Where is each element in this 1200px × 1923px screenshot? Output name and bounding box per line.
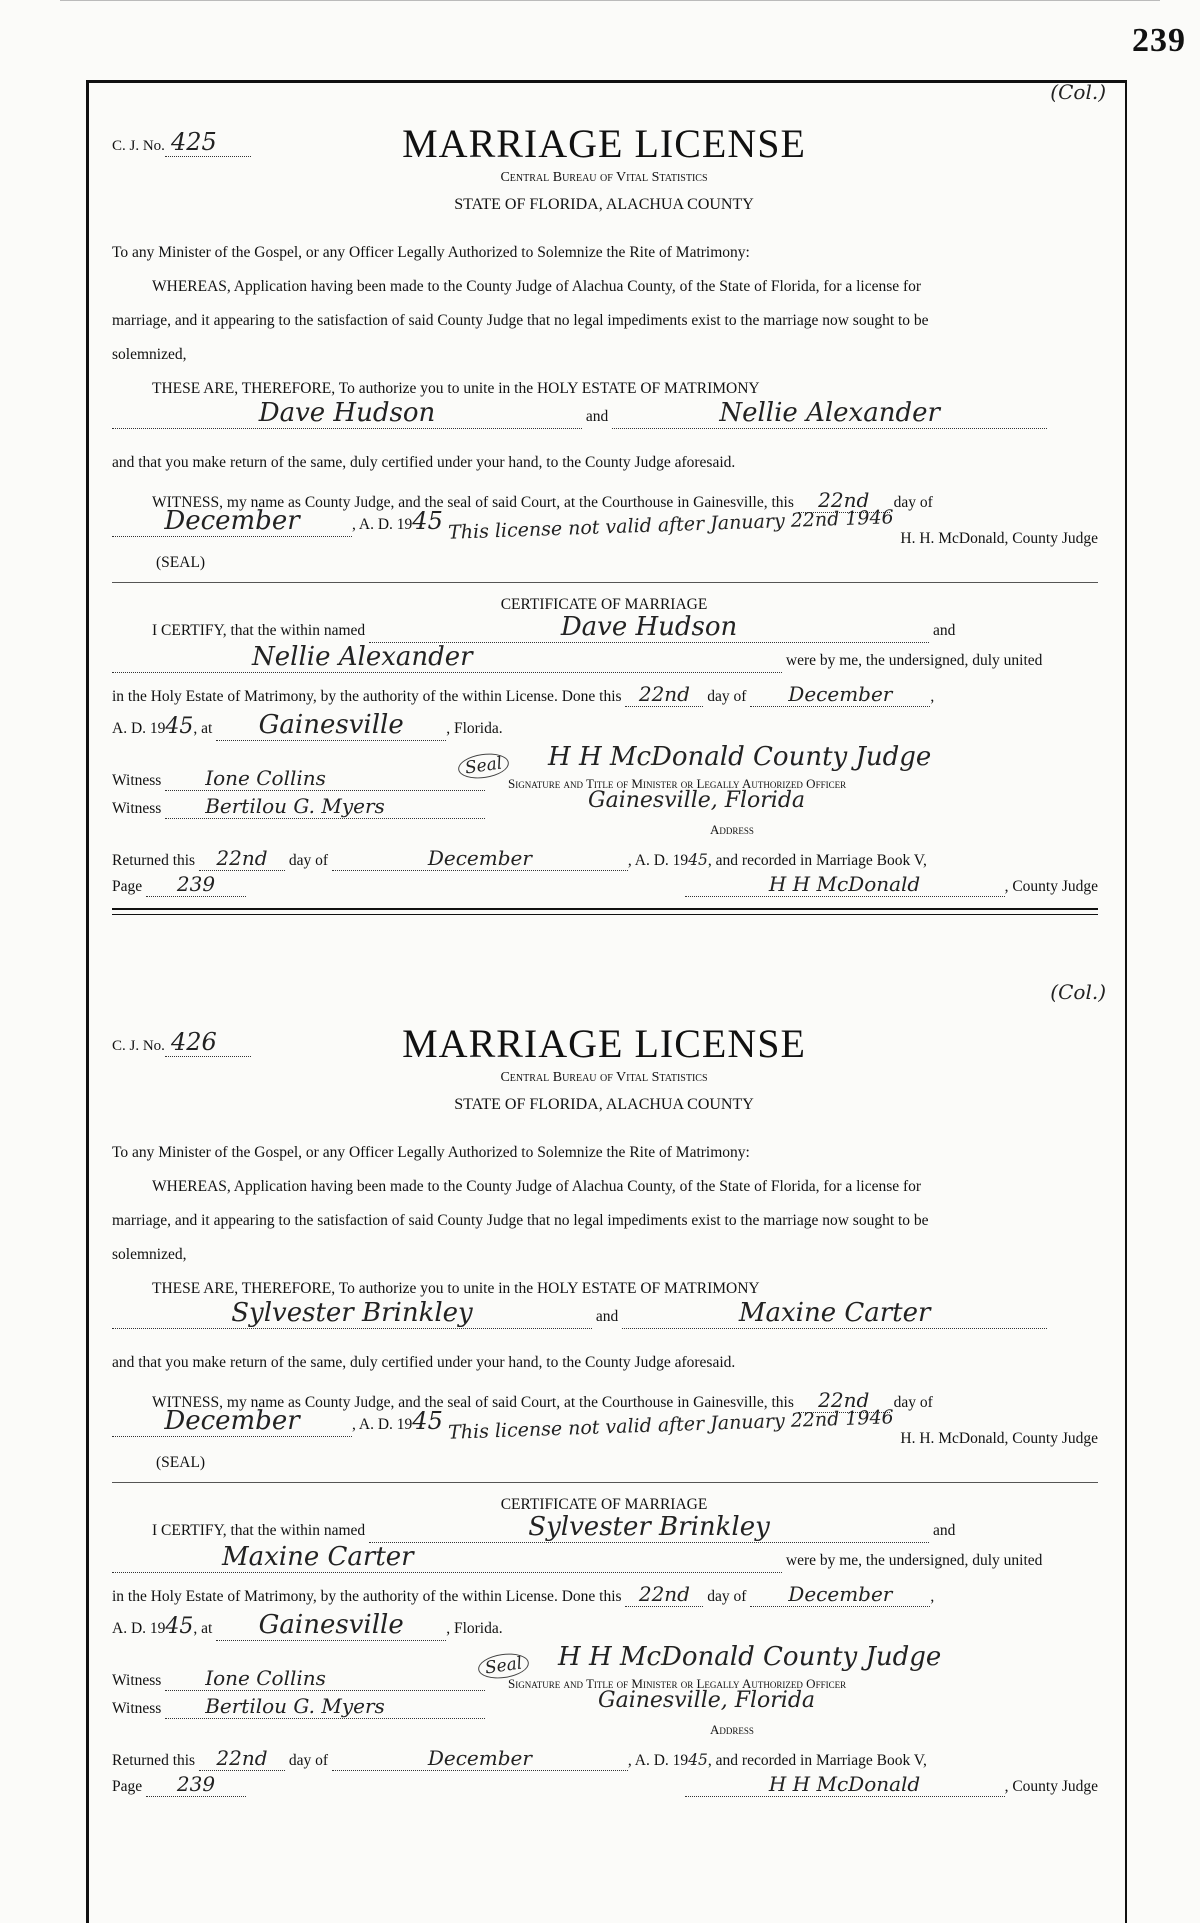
witness-2-name: Bertilou G. Myers (205, 794, 385, 818)
state-county: STATE OF FLORIDA, ALACHUA COUNTY (454, 1096, 754, 1113)
ad-label: , A. D. 19 (352, 1416, 413, 1433)
cj-label: C. J. No. (112, 1038, 165, 1054)
cert-groom: Sylvester Brinkley (528, 1512, 770, 1542)
cert-bride-line (112, 1542, 1098, 1573)
returned-year: 45 (688, 1751, 708, 1769)
book-page: 239 (176, 872, 216, 896)
at-label: , at (193, 1620, 213, 1637)
were-united-label: were by me, the undersigned, duly united (785, 1552, 1043, 1569)
certify-label: I CERTIFY, that the within named (152, 622, 366, 639)
officer-address: Gainesville, Florida (588, 788, 806, 813)
license-month: December (164, 1406, 300, 1436)
place-line (112, 1610, 1098, 1641)
whereas-line-3: solemnized, (112, 1246, 187, 1263)
cj-value: 426 (165, 1028, 251, 1057)
certificate-title: CERTIFICATE OF MARRIAGE (500, 596, 708, 613)
state-county: STATE OF FLORIDA, ALACHUA COUNTY (454, 196, 754, 213)
whereas-line-1: WHEREAS, Application having been made to the County Judge of Alachua County, of the State of Florida, for a license for (152, 278, 922, 295)
returned-month: December (427, 846, 532, 870)
returned-line (112, 846, 1098, 871)
holy-estate-line: in the Holy Estate of Matrimony, by the authority of the within License. Done this 22nd day of December , (112, 682, 935, 706)
marriage-place: Gainesville (258, 1610, 404, 1640)
license-year: 45 (412, 1407, 443, 1435)
county-judge-label: , County Judge (1004, 1778, 1098, 1795)
address-caption: Address (710, 1722, 754, 1737)
holy-estate-label: in the Holy Estate of Matrimony, by the authority of the within License. Done this (112, 1588, 622, 1605)
whereas-line-3: solemnized, (112, 346, 187, 363)
recorded-label: , and recorded in Marriage Book V, (707, 1752, 927, 1769)
seal-label: (SEAL) (156, 554, 206, 571)
returned-month: December (427, 1746, 532, 1770)
certify-line (112, 612, 1098, 643)
therefore-line: THESE ARE, THEREFORE, To authorize you to unite in the HOLY ESTATE OF MATRIMONY (152, 380, 760, 397)
returned-year: 45 (688, 851, 708, 869)
validity-note: This license not valid after January 22nd 1946 (447, 1406, 895, 1444)
section-divider (112, 1482, 1098, 1483)
returned-day: 22nd (216, 1746, 268, 1770)
day-of-label: day of (288, 852, 329, 869)
day-of-label: day of (707, 1588, 747, 1605)
whereas-line-1: WHEREAS, Application having been made to the County Judge of Alachua County, of the State of Florida, for a license for (152, 1178, 922, 1195)
recorder-line (508, 872, 1098, 897)
return-line: and that you make return of the same, duly certified under your hand, to the County Judge aforesaid. (112, 454, 736, 471)
col-mark: (Col.) (1050, 980, 1106, 1004)
recorded-label: , and recorded in Marriage Book V, (707, 852, 927, 869)
section-divider (112, 582, 1098, 583)
witness-2-line (112, 1694, 502, 1719)
day-of-label: day of (288, 1752, 329, 1769)
certificate-title: CERTIFICATE OF MARRIAGE (500, 1496, 708, 1513)
names-line (112, 1298, 1098, 1329)
license-day: 22nd (818, 1388, 870, 1412)
and-label: and (932, 622, 956, 639)
officer-signature: H H McDonald County Judge (558, 1642, 942, 1672)
license-day: 22nd (818, 488, 870, 512)
witness-1-name: Ione Collins (205, 1666, 326, 1690)
whereas-line-2: marriage, and it appearing to the satisfaction of said County Judge that no legal impediments exist to the marriage now sought to be (112, 312, 929, 329)
ad-label: , A. D. 19 (627, 1752, 689, 1769)
witness-1-line (112, 766, 502, 791)
names-line (112, 398, 1098, 429)
validity-note: This license not valid after January 22nd 1946 (447, 506, 895, 544)
license-title: MARRIAGE LICENSE (402, 1021, 806, 1066)
witness-1-name: Ione Collins (205, 766, 326, 790)
cert-bride-line (112, 642, 1098, 673)
cert-bride: Nellie Alexander (252, 642, 473, 672)
county-judge-printed: H. H. McDonald, County Judge (900, 530, 1098, 547)
address-caption: Address (710, 822, 754, 837)
seal-label: (SEAL) (156, 1454, 206, 1471)
certify-label: I CERTIFY, that the within named (152, 1522, 366, 1539)
license-divider (112, 908, 1098, 915)
county-judge-label: , County Judge (1004, 878, 1098, 895)
were-united-label: were by me, the undersigned, duly united (785, 652, 1043, 669)
holy-estate-label: in the Holy Estate of Matrimony, by the authority of the within License. Done this (112, 688, 622, 705)
address-line: To any Minister of the Gospel, or any Officer Legally Authorized to Solemnize the Rite of Matrimony: (112, 1144, 750, 1161)
license-title: MARRIAGE LICENSE (402, 121, 806, 166)
married-year: 45 (165, 714, 194, 739)
witness-label: Witness (112, 800, 162, 817)
bureau-name: Central Bureau of Vital Statistics (500, 1070, 708, 1085)
therefore-line: THESE ARE, THEREFORE, To authorize you to unite in the HOLY ESTATE OF MATRIMONY (152, 1280, 760, 1297)
married-year: 45 (165, 1614, 194, 1639)
bureau-name: Central Bureau of Vital Statistics (500, 170, 708, 185)
florida-label: , Florida. (446, 1620, 503, 1637)
witness-label: Witness (112, 772, 162, 789)
certify-line (112, 1512, 1098, 1543)
page-label: Page (112, 1778, 143, 1795)
at-label: , at (193, 720, 213, 737)
ad-label: A. D. 19 (112, 1620, 166, 1637)
witness-2-name: Bertilou G. Myers (205, 1694, 385, 1718)
county-judge-printed: H. H. McDonald, County Judge (900, 1430, 1098, 1447)
witness-2-line (112, 794, 502, 819)
returned-label: Returned this (112, 852, 196, 869)
day-of-label: day of (893, 494, 933, 511)
ad-label: A. D. 19 (112, 720, 166, 737)
crop-edge (60, 0, 1160, 1)
recorder-signature: H H McDonald (768, 872, 921, 896)
witness-line-text: WITNESS, my name as County Judge, and the seal of said Court, at the Courthouse in Gainesville, this (152, 494, 794, 511)
cert-bride: Maxine Carter (222, 1542, 414, 1572)
witness-1-line (112, 1666, 502, 1691)
married-month: December (788, 1582, 893, 1606)
page-label: Page (112, 878, 143, 895)
signature-caption: Signature and Title of Minister or Legally Authorized Officer (508, 776, 847, 791)
cj-value: 425 (165, 128, 251, 157)
place-line (112, 710, 1098, 741)
and-label: and (932, 1522, 956, 1539)
groom-name: Sylvester Brinkley (231, 1298, 473, 1328)
recorder-signature: H H McDonald (768, 1772, 921, 1796)
married-day: 22nd (638, 1582, 690, 1606)
ad-label: , A. D. 19 (627, 852, 689, 869)
col-mark: (Col.) (1050, 80, 1106, 104)
and-label: and (585, 408, 609, 425)
whereas-line-2: marriage, and it appearing to the satisfaction of said County Judge that no legal impediments exist to the marriage now sought to be (112, 1212, 929, 1229)
officer-address: Gainesville, Florida (598, 1688, 816, 1713)
witness-label: Witness (112, 1672, 162, 1689)
recorder-line (508, 1772, 1098, 1797)
marriage-place: Gainesville (258, 710, 404, 740)
day-of-label: day of (707, 688, 747, 705)
officer-signature: H H McDonald County Judge (548, 742, 932, 772)
married-day: 22nd (638, 682, 690, 706)
witness-line-text: WITNESS, my name as County Judge, and the seal of said Court, at the Courthouse in Gainesville, this (152, 1394, 794, 1411)
day-of-label: day of (893, 1394, 933, 1411)
returned-line (112, 1746, 1098, 1771)
florida-label: , Florida. (446, 720, 503, 737)
ad-label: , A. D. 19 (352, 516, 413, 533)
witness-label: Witness (112, 1700, 162, 1717)
seal-stamp: Seal (457, 751, 511, 782)
seal-stamp: Seal (477, 1651, 531, 1682)
returned-label: Returned this (112, 1752, 196, 1769)
bride-name: Maxine Carter (738, 1298, 931, 1328)
married-month: December (788, 682, 893, 706)
book-page: 239 (176, 1772, 216, 1796)
page-number: 239 (1132, 22, 1186, 59)
address-line: To any Minister of the Gospel, or any Officer Legally Authorized to Solemnize the Rite of Matrimony: (112, 244, 750, 261)
and-label: and (595, 1308, 619, 1325)
returned-day: 22nd (216, 846, 268, 870)
holy-estate-line: in the Holy Estate of Matrimony, by the authority of the within License. Done this 22nd day of December , (112, 1582, 935, 1606)
groom-name: Dave Hudson (258, 398, 436, 428)
cert-groom: Dave Hudson (560, 612, 738, 642)
bride-name: Nellie Alexander (719, 398, 940, 428)
license-year: 45 (412, 507, 443, 535)
license-month: December (164, 506, 300, 536)
cj-label: C. J. No. (112, 138, 165, 154)
signature-caption: Signature and Title of Minister or Legally Authorized Officer (508, 1676, 847, 1691)
return-line: and that you make return of the same, duly certified under your hand, to the County Judge aforesaid. (112, 1354, 736, 1371)
